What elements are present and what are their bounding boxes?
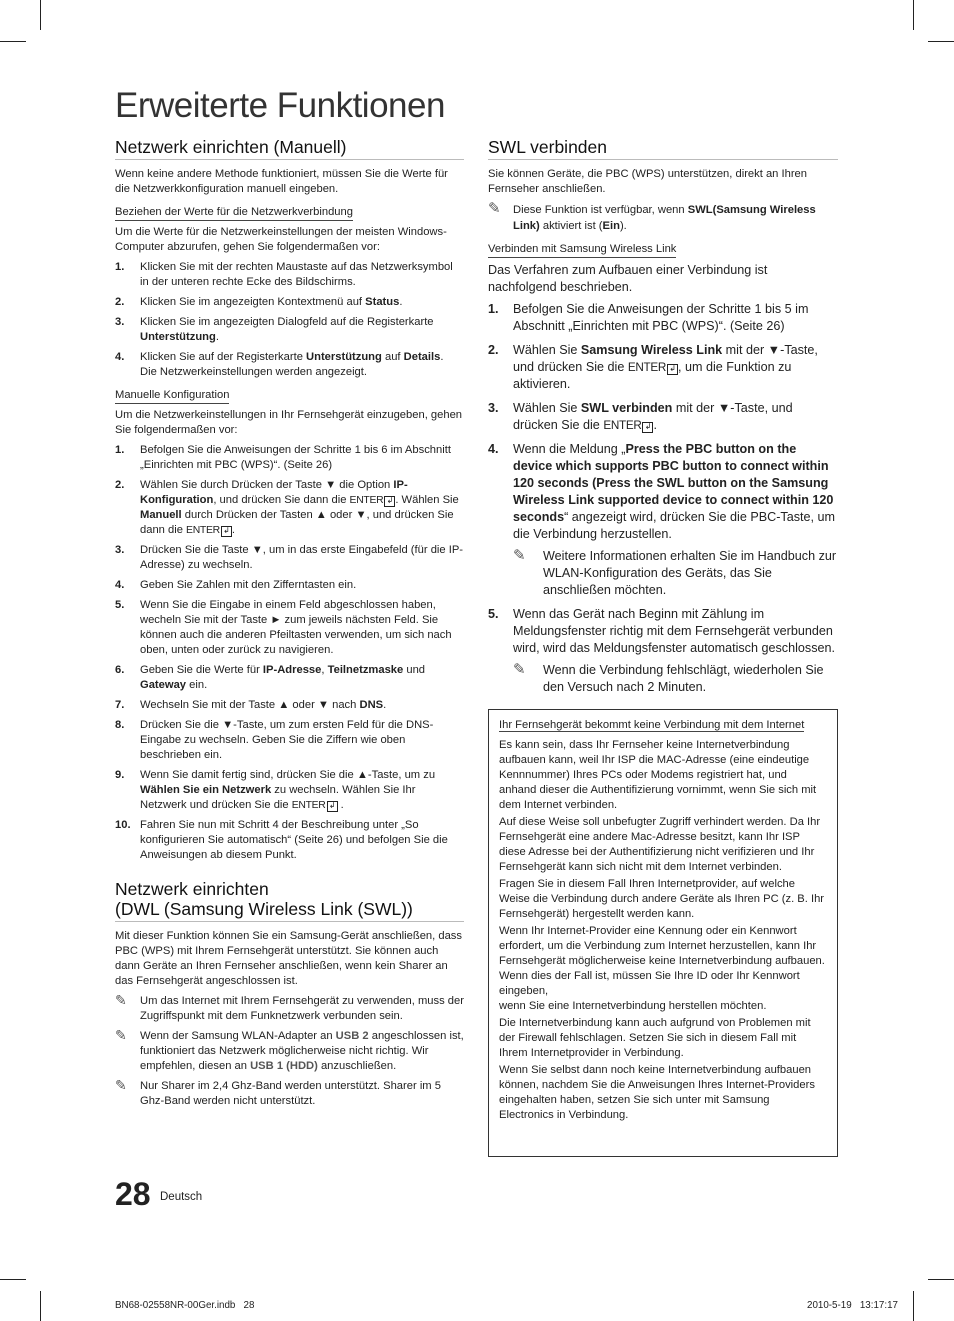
list-item [115, 598, 464, 658]
note-bold: USB 1 (HDD) [250, 1060, 318, 1072]
note-text: angeschlossen ist, funktioniert das Netzwerk möglicherweise nicht richtig. Wir empfehlen, diesen an [140, 1030, 464, 1072]
step-text: auf [381, 351, 404, 363]
step-text: Wählen Sie [513, 401, 581, 415]
right-column [488, 137, 838, 703]
footer-timestamp: 2010-5-19 13:17:17 [807, 1300, 898, 1311]
step-text: . [399, 296, 403, 308]
list-item [115, 350, 464, 380]
step-bold: Gateway [140, 679, 187, 691]
list-item [488, 301, 838, 335]
step-bold: IP-Konfiguration [140, 479, 408, 506]
note-text: Wenn der Samsung WLAN-Adapter an [140, 1030, 336, 1042]
footer-file-info: BN68-02558NR-00Ger.indb 28 [115, 1300, 255, 1311]
step-bold: Unterstützung [306, 351, 382, 363]
list-item [488, 342, 838, 393]
step-text: mit der ▼-Taste, und drücken Sie die [513, 343, 818, 374]
enter-key [603, 419, 653, 432]
pencil-note-icon: ✎ [115, 992, 127, 1008]
note-text: ). [619, 220, 627, 232]
step-text: , [321, 664, 328, 676]
enter-key-icon: ↲ [327, 801, 338, 812]
step-number: 2. [115, 296, 125, 308]
pencil-note-icon: ✎ [513, 661, 526, 678]
list-item [115, 478, 464, 538]
enter-key [350, 495, 396, 506]
step-text: “ angezeigt wird, drücken Sie die PBC-Taste, um die Verbindung herzustellen. [513, 510, 835, 541]
box-paragraph: Es kann sein, dass Ihr Fernseher keine Internetverbindung aufbauen kann, weil Ihr ISP die MAC-Adresse (eine eindeutige Kennnummer) Ihres PCs oder Modems registriert hat, und anhand dieser die Authentifizierung vornimmt, wenn Sie sich mit dem Internet verbinden. [499, 739, 817, 811]
step-bold: Samsung Wireless Link [580, 343, 723, 357]
note-bold: USB 2 [335, 1030, 369, 1042]
pencil-note-icon: ✎ [115, 1027, 127, 1043]
step-number: 7. [115, 699, 125, 711]
crop-mark [913, 0, 914, 30]
manual-config-intro: Um die Netzwerkeinstellungen in Ihr Fernsehgerät einzugeben, gehen Sie folgendermaßen vor: [115, 409, 463, 436]
step-bold: Manuell [140, 509, 182, 521]
list-item [115, 543, 464, 573]
box-paragraph: Auf diese Weise soll unbefugter Zugriff verhindert werden. Da Ihr Fernsehgerät eine andere Mac-Adresse besitzt, kann Ihr ISP diese Adresse bei der Authentifizierung nicht verifizieren und Ihr Fernsehgerät kann sich nicht mit dem Internet verbinden. [499, 816, 821, 873]
swl-heading-line2: (DWL (Samsung Wireless Link (SWL)) [115, 899, 413, 919]
step-text: Wenn Sie damit fertig sind, drücken Sie die ▲-Taste, um zu [140, 769, 436, 781]
enter-label: ENTER [627, 361, 666, 374]
crop-mark [40, 1291, 41, 1321]
step-text: Befolgen Sie die Anweisungen der Schritte 1 bis 5 im Abschnitt „Einrichten mit PBC (WPS)“. (Seite 26) [513, 302, 809, 333]
step-text: Geben Sie die Werte für [140, 664, 263, 676]
step-text: durch Drücken der Tasten ▲ oder ▼, und drücken Sie dann die [140, 509, 454, 536]
subheading-get-values: Beziehen der Werte für die Netzwerkverbindung [115, 205, 353, 221]
step-bold: Teilnetzmaske [327, 664, 404, 676]
left-column [115, 137, 464, 1114]
step-text: Wenn Sie die Eingabe in einem Feld abgeschlossen haben, wecheln Sie mit der Taste ► zum jeweils nächsten Feld. Sie können auch die anderen Pfeiltasten verwenden, um sich nach oben, unten oder zurück zu navigieren. [140, 599, 452, 656]
step-text: . [231, 524, 235, 536]
note-bold: SWL(Samsung Wireless Link) [513, 204, 816, 232]
step-number: 1. [115, 261, 125, 273]
note [513, 662, 838, 696]
note-text: Um das Internet mit Ihrem Fernsehgerät zu verwenden, muss der Zugriffspunkt mit dem Funknetzwerk verbunden sein. [140, 995, 464, 1022]
step-number: 5. [488, 607, 499, 621]
list-item [115, 698, 464, 713]
step-text: Wenn das Gerät nach Beginn mit Zählung im Meldungsfenster richtig mit dem Fernsehgerät verbunden wird, wird das Meldungsfenster automatisch geschlossen. [513, 607, 835, 655]
step-text: mit der ▼-Taste, und drücken Sie die [513, 401, 793, 432]
step-text: . [215, 331, 219, 343]
step-bold: Unterstützung [140, 331, 216, 343]
step-number: 5. [115, 599, 125, 611]
note-text: Nur Sharer im 2,4 Ghz-Band werden unterstützt. Sharer im 5 Ghz-Band werden nicht unterstützt. [140, 1080, 441, 1107]
list-item [115, 768, 464, 813]
pencil-note-icon: ✎ [488, 200, 501, 217]
enter-label: ENTER [291, 800, 326, 811]
step-number: 2. [115, 479, 125, 491]
enter-label: ENTER [349, 495, 384, 506]
step-text: . [653, 418, 657, 432]
list-item [115, 578, 464, 593]
step-bold: IP-Adresse [262, 664, 322, 676]
step-number: 3. [488, 401, 499, 415]
step-number: 9. [115, 769, 125, 781]
step-text: Befolgen Sie die Anweisungen der Schritte 1 bis 6 im Abschnitt „Einrichten mit PBC (WPS)“. (Seite 26) [140, 444, 451, 471]
note-text: Wenn die Verbindung fehlschlägt, wiederholen Sie den Versuch nach 2 Minuten. [543, 663, 824, 694]
step-text: , und drücken Sie dann die [213, 494, 350, 506]
step-bold: Status [365, 296, 400, 308]
step-bold: Details [403, 351, 441, 363]
step-text: Drücken Sie die ▼-Taste, um zum ersten Feld für die DNS-Eingabe zu wechseln. Geben Sie die Ziffern wie oben beschrieben ein. [140, 719, 434, 761]
step-bold: Wählen Sie ein Netzwerk [140, 784, 272, 796]
step-text: Klicken Sie im angezeigten Kontextmenü auf [140, 296, 366, 308]
enter-label: ENTER [603, 419, 642, 432]
troubleshooting-box [488, 709, 838, 1157]
crop-mark [913, 1291, 914, 1321]
enter-label: ENTER [186, 525, 220, 536]
connect-intro: Das Verfahren zum Aufbauen einer Verbindung ist nachfolgend beschrieben. [488, 263, 768, 294]
step-text: Klicken Sie auf der Registerkarte [140, 351, 307, 363]
list-item [488, 400, 838, 434]
enter-key-icon: ↲ [221, 526, 232, 537]
list-item [488, 441, 838, 599]
language-label: Deutsch [160, 1191, 203, 1203]
note-text: Diese Funktion ist verfügbar, wenn [513, 204, 688, 216]
step-number: 8. [115, 719, 125, 731]
box-heading: Ihr Fernsehgerät bekommt keine Verbindung mit dem Internet [499, 719, 805, 731]
enter-key [628, 361, 678, 374]
list-item [488, 606, 838, 696]
enter-key-icon: ↲ [384, 496, 395, 507]
step-text: , um die Funktion zu aktivieren. [513, 360, 792, 391]
step-text: und [403, 664, 426, 676]
crop-mark [928, 1279, 954, 1280]
step-text: Die Netzwerkeinstellungen werden angezeigt. [140, 366, 367, 378]
note [115, 1079, 464, 1109]
step-bold: SWL verbinden [580, 401, 673, 415]
enter-key-icon: ↲ [667, 364, 678, 375]
note [488, 202, 838, 234]
box-paragraph: Wenn Ihr Internet-Provider eine Kennung oder ein Kennwort erfordert, um die Verbindung zum Internet herzustellen, kann Ihr Fernsehgerät möglicherweise keine Internetverbindung aufbauen. Wenn dies der Fall ist, müssen Sie Ihre ID oder Ihr Kennwort eingeben, [499, 925, 825, 997]
step-number: 1. [488, 302, 499, 316]
connect-steps [488, 301, 838, 696]
step-text: . [440, 351, 444, 363]
list-item [115, 443, 464, 473]
page-title: Erweiterte Funktionen [115, 86, 445, 125]
step-number: 3. [115, 316, 125, 328]
step-bold: DNS [359, 699, 384, 711]
box-paragraph: Die Internetverbindung kann auch aufgrund von Problemen mit der Firewall fehlschlagen. Setzen Sie sich in diesem Fall mit Ihrem Internetprovider in Verbindung. [499, 1017, 811, 1059]
step-number: 4. [115, 579, 125, 591]
step-text: Klicken Sie mit der rechten Maustaste auf das Netzwerksymbol in der unteren rechte Ecke des Bildschirms. [140, 261, 453, 288]
crop-mark [40, 0, 41, 30]
step-text: Wählen Sie [513, 343, 581, 357]
list-item [115, 818, 464, 863]
note-text: anzuschließen. [317, 1060, 397, 1072]
swl-connect-intro: Sie können Geräte, die PBC (WPS) unterstützen, direkt an Ihren Fernseher anschließen. [488, 168, 808, 195]
crop-mark [928, 41, 954, 42]
step-text: Fahren Sie nun mit Schritt 4 der Beschreibung unter „So konfigurieren Sie automatisch“ (Seite 26) und befolgen Sie die Anweisungen ab diesem Punkt. [140, 819, 448, 861]
note [115, 994, 464, 1024]
swl-heading-line1: Netzwerk einrichten [115, 879, 269, 899]
subheading-connect: Verbinden mit Samsung Wireless Link [488, 242, 676, 258]
note-text: Weitere Informationen erhalten Sie im Handbuch zur WLAN-Konfiguration des Geräts, das Sie anschließen möchten. [543, 549, 837, 597]
step-number: 3. [115, 544, 125, 556]
section-heading-manual: Netzwerk einrichten (Manuell) [115, 137, 464, 160]
enter-key [186, 525, 232, 536]
crop-mark [0, 1279, 26, 1280]
crop-mark [0, 41, 26, 42]
step-text: Geben Sie Zahlen mit den Zifferntasten ein. [140, 579, 357, 591]
get-values-intro: Um die Werte für die Netzwerkeinstellungen der meisten Windows-Computer abzurufen, gehen Sie folgendermaßen vor: [115, 226, 447, 253]
get-values-steps [115, 260, 464, 380]
config-steps [115, 443, 464, 863]
note [115, 1029, 464, 1074]
step-number: 2. [488, 343, 499, 357]
step-text: Wechseln Sie mit der Taste ▲ oder ▼ nach [140, 699, 360, 711]
manual-intro: Wenn keine andere Methode funktioniert, müssen Sie die Werte für die Netzwerkkonfiguration manuell eingeben. [115, 168, 448, 195]
step-text: zu wechseln. Wählen Sie Ihr Netzwerk und drücken Sie die [140, 784, 416, 811]
step-text: . [383, 699, 387, 711]
pencil-note-icon: ✎ [513, 547, 526, 564]
list-item [115, 295, 464, 310]
step-text: ein. [186, 679, 208, 691]
list-item [115, 663, 464, 693]
step-text: Klicken Sie im angezeigten Dialogfeld auf die Registerkarte [140, 316, 434, 328]
box-paragraph: Fragen Sie in diesem Fall Ihren Internetprovider, auf welche Weise die Verbindung durch andere Geräte als Ihren PC (z. B. Ihr Fernsehgerät) hergestellt werden kann. [499, 878, 825, 920]
step-number: 4. [115, 351, 125, 363]
step-text: . [337, 799, 344, 811]
box-paragraph: Wenn Sie selbst dann noch keine Internetverbindung aufbauen können, nachdem Sie die Anweisungen Ihres Internet-Providers eingehalten haben, setzen Sie sich unter mit Samsung Electronics in Verbindung. [499, 1064, 815, 1121]
note-bold: Ein [602, 220, 620, 232]
step-bold: Press the PBC button on the device which supports PBC button to connect within 120 seconds (Press the SWL button on the Samsung Wireless Link supported device to connect within 120 seconds [513, 442, 834, 524]
page-number: 28 [115, 1176, 151, 1212]
subheading-manual-config: Manuelle Konfiguration [115, 388, 229, 404]
section-heading-swl-connect: SWL verbinden [488, 137, 838, 160]
step-text: Wenn die Meldung „ [513, 442, 626, 456]
step-text: . Wählen Sie [395, 494, 459, 506]
pencil-note-icon: ✎ [115, 1077, 127, 1093]
swl-intro: Mit dieser Funktion können Sie ein Samsung-Gerät anschließen, dass PBC (WPS) mit Ihrem Fernsehgerät unterstützt. Sie können auch dann Geräte an Ihren Fernseher anschließen, wenn kein Sharer an das Fernsehgerät angeschlossen ist. [115, 930, 462, 987]
step-number: 6. [115, 664, 125, 676]
box-paragraph: wenn Sie eine Internetverbindung herstellen möchten. [499, 1000, 767, 1012]
enter-key [292, 800, 338, 811]
step-text: Wählen Sie durch Drücken der Taste ▼ die Option [140, 479, 394, 491]
enter-key-icon: ↲ [642, 422, 653, 433]
section-heading-swl [115, 879, 464, 922]
list-item [115, 260, 464, 290]
step-number: 1. [115, 444, 125, 456]
list-item [115, 718, 464, 763]
list-item [115, 315, 464, 345]
step-number: 4. [488, 442, 499, 456]
step-number: 10. [115, 819, 131, 831]
note [513, 548, 838, 599]
note-text: aktiviert ist ( [539, 220, 603, 232]
step-text: Drücken Sie die Taste ▼, um in das erste Eingabefeld (für die IP-Adresse) zu wechseln. [140, 544, 464, 571]
